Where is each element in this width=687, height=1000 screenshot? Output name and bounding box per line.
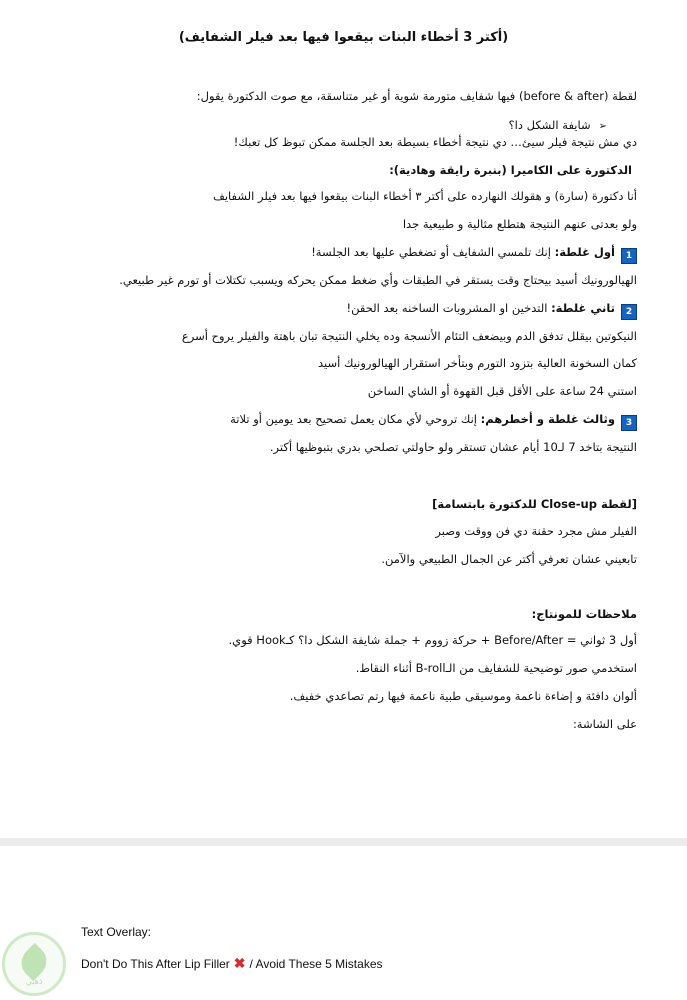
- closeup-heading: [لقطة Close-up للدكتورة بابتسامة]: [432, 497, 637, 511]
- mistake-2-heading: [347, 300, 637, 320]
- mistake-1-heading: [311, 244, 637, 264]
- overlay-label: Text Overlay:: [81, 925, 152, 939]
- mistake-2-detail-2: كمان السخونة العالية بتزود التورم وبتأخر استقرار الهيالورونيك أسيد: [318, 356, 637, 370]
- mistake-2-detail-3: استني 24 ساعة على الأقل قبل القهوة أو الشاي الساخن: [367, 384, 637, 398]
- number-badge: 1: [621, 248, 637, 264]
- mistake-title: تاني غلطة:: [551, 301, 615, 315]
- note-2: استخدمي صور توضيحية للشفايف من الـB-roll أثناء النقاط.: [355, 661, 637, 675]
- mistake-3-detail: النتيجة بتاخد 7 لـ10 أيام عشان تستقر ولو حاولتي تصلحي بدري بتبوظيها أكتر.: [269, 440, 637, 454]
- mistake-text: التدخين او المشروبات الساخنه بعد الحقن!: [346, 301, 552, 315]
- doctor-heading: الدكتورة على الكاميرا (بنبرة رايقة وهادية):: [389, 163, 632, 177]
- notes-heading: ملاحظات للمونتاج:: [531, 607, 637, 621]
- mistake-1-detail: الهيالورونيك أسيد بيحتاج وقت يستقر في الطبقات وأي ضغط ممكن يحركه ويسبب تكتلات أو تورم غير طبيعي.: [119, 273, 637, 287]
- number-badge: 3: [621, 415, 637, 431]
- document-page-2: [0, 846, 687, 1000]
- closeup-line-2: تابعيني عشان تعرفي أكتر عن الجمال الطبيعي والآمن.: [381, 552, 637, 566]
- doctor-line-1: أنا دكتورة (سارة) و هقولك النهارده على أكتر ٣ أخطاء البنات بيقعوا فيها بعد فيلر الشفايف: [212, 189, 637, 203]
- quote-line-2: دي مش نتيجة فيلر سيئ… دي نتيجة أخطاء بسيطة بعد الجلسة ممكن تبوظ كل تعبك!: [233, 135, 637, 149]
- mistake-text: إنك تلمسي الشفايف أو تضغطي عليها بعد الجلسة!: [311, 245, 555, 259]
- number-badge: 2: [621, 304, 637, 320]
- logo-text: ذهبي: [25, 977, 43, 986]
- mistake-2-detail-1: النيكوتين بيقلل تدفق الدم وبيضعف التئام الأنسجة وده يخلي النتيجة تبان باهتة والفيلر يروح أسرع: [181, 329, 637, 343]
- brand-logo: [2, 932, 66, 996]
- mistake-text: إنك تروحي لأي مكان يعمل تصحيح بعد يومين أو تلاتة: [230, 412, 481, 426]
- quote-line-1: [509, 117, 607, 135]
- doctor-line-2: ولو بعدتى عنهم النتيجة هتطلع مثالية و طبيعية جدا: [402, 217, 637, 231]
- overlay-text: [81, 955, 383, 972]
- document-title: (أكتر 3 أخطاء البنات بيقعوا فيها بعد فيلر الشفايف): [178, 30, 509, 45]
- mistake-title: وثالث غلطة و أخطرهم:: [480, 412, 615, 426]
- mistake-3-heading: [230, 411, 637, 431]
- page-separator: [0, 838, 687, 846]
- overlay-text-b: / Avoid These 5 Mistakes: [249, 957, 383, 971]
- note-4: على الشاشة:: [572, 717, 637, 731]
- note-1: أول 3 ثواني = Before/After + حركة زووم + جملة شايفة الشكل دا؟ كـHook قوي.: [228, 633, 637, 647]
- overlay-text-a: Don't Do This After Lip Filler: [81, 957, 230, 971]
- mistake-title: أول غلطة:: [554, 245, 615, 259]
- intro-line: لقطة (before & after) فيها شفايف متورمة شوية أو غير متناسقة، مع صوت الدكتورة يقول:: [196, 89, 637, 103]
- arrow-bullet-icon: ➢: [598, 121, 607, 132]
- closeup-line-1: الفيلر مش مجرد حقنة دي فن ووقت وصبر: [435, 524, 637, 538]
- leaf-icon: [15, 943, 53, 981]
- cross-mark-icon: ✖: [233, 955, 246, 971]
- note-3: ألوان دافئة و إضاءة ناعمة وموسيقى طبية ناعمة فيها رتم تصاعدي خفيف.: [289, 689, 637, 703]
- quote-text: شايفة الشكل دا؟: [508, 118, 591, 132]
